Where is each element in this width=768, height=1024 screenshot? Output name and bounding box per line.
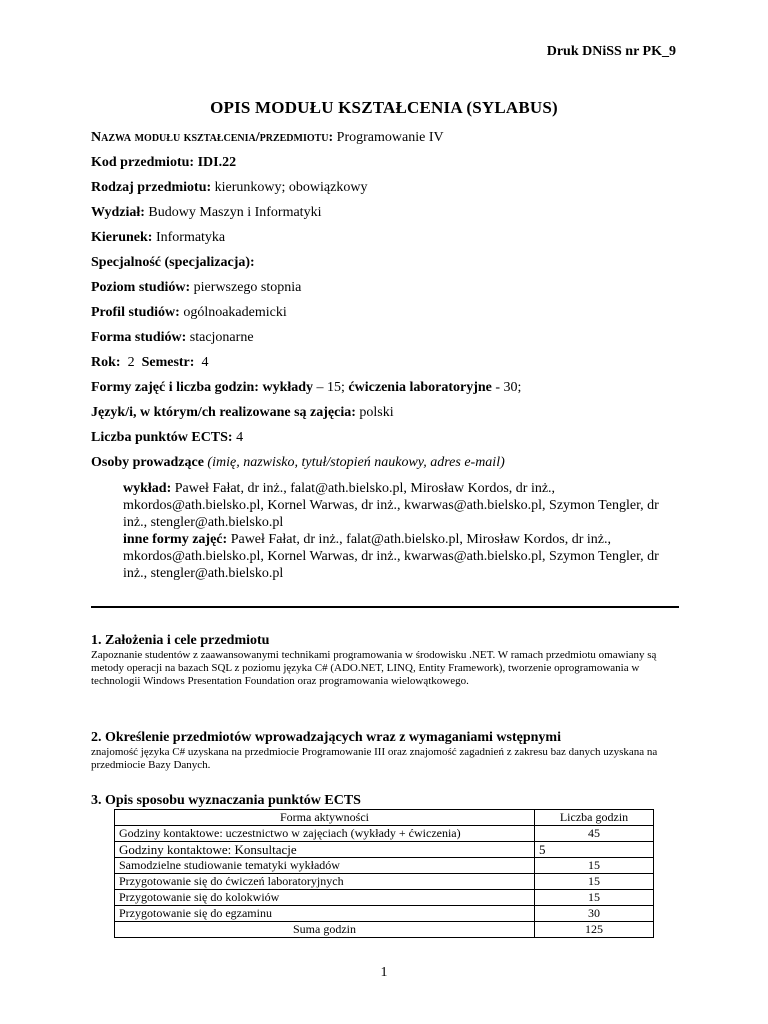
table-row [115, 906, 654, 922]
type-label: Rodzaj przedmiotu: [91, 180, 212, 195]
field-code [91, 153, 691, 178]
ects-hours-cell: 15 [535, 874, 654, 890]
lectures-label: wykłady [262, 380, 314, 395]
module-name-label: Nazwa modułu kształcenia/przedmiotu: [91, 130, 334, 145]
table-row [115, 890, 654, 906]
ects-value: 4 [236, 430, 244, 445]
ects-hours-cell: 30 [535, 906, 654, 922]
course-info-fields [91, 128, 691, 478]
table-row [115, 842, 654, 858]
field-specialty [91, 253, 691, 278]
ects-table [114, 809, 654, 938]
year-value: 2 [127, 355, 135, 370]
ects-hours-cell: 15 [535, 890, 654, 906]
lectures-value: – 15; [316, 380, 345, 395]
section-prerequisites [91, 730, 681, 772]
ects-hours-cell: 45 [535, 826, 654, 842]
field-module-name [91, 128, 691, 153]
field-major [91, 228, 691, 253]
staff-label: Osoby prowadzące [91, 455, 204, 470]
section-ects [91, 793, 681, 809]
module-name-value: Programowanie IV [336, 130, 444, 145]
field-staff [91, 453, 691, 478]
classes-label: Formy zajęć i liczba godzin: [91, 380, 259, 395]
staff-lecture-value: Paweł Fałat, dr inż., falat@ath.bielsko.pl, Mirosław Kordos, dr inż., mkordos@ath.bielsko.pl, Kornel Warwas, dr inż., kwarwas@ath.bielsko.pl, Szymon Tengler, dr inż., stengler@ath.bielsko.pl [123, 481, 659, 530]
staff-other [123, 531, 683, 582]
section-ects-heading: 3. Opis sposobu wyznaczania punktów ECTS [91, 793, 361, 808]
form-label: Forma studiów: [91, 330, 187, 345]
major-label: Kierunek: [91, 230, 153, 245]
specialty-label: Specjalność (specjalizacja): [91, 255, 255, 270]
section-goals-heading: 1. Założenia i cele przedmiotu [91, 633, 270, 648]
staff-lecture-label: wykład: [123, 481, 172, 496]
staff-list [123, 480, 683, 582]
table-row-total [115, 922, 654, 938]
field-classes [91, 378, 691, 403]
labs-label: ćwiczenia laboratoryjne [348, 380, 492, 395]
ects-activity-cell: Przygotowanie się do kolokwiów [115, 890, 535, 906]
field-ects [91, 428, 691, 453]
ects-total-label: Suma godzin [115, 922, 535, 938]
field-year-semester [91, 353, 691, 378]
document-code: Druk DNiSS nr PK_9 [546, 44, 676, 59]
code-label: Kod przedmiotu: [91, 155, 195, 170]
section-prerequisites-body: znajomość języka C# uzyskana na przedmiocie Programowanie III oraz znajomość zagadnień z zakresu baz danych uzyskana na przedmiocie Bazy Danych. [91, 746, 658, 771]
section-goals-body: Zapoznanie studentów z zaawansowanymi technikami programowania w środowisku .NET. W ramach przedmiotu omawiany są metody operacji na bazach SQL z poziomu języka C# (ADO.NET, LINQ, Entity Framework), tworzenie oprogramowania w technologii Windows Presentation Foundation oraz programowania wielowątkowego. [91, 649, 657, 687]
semester-value: 4 [201, 355, 209, 370]
ects-header-activity: Forma aktywności [115, 810, 535, 826]
staff-lecture [123, 480, 683, 531]
type-value: kierunkowy; obowiązkowy [214, 180, 368, 195]
staff-other-value: Paweł Fałat, dr inż., falat@ath.bielsko.pl, Mirosław Kordos, dr inż., mkordos@ath.bielsko.pl, Kornel Warwas, dr inż., kwarwas@ath.bielsko.pl, Szymon Tengler, dr inż., stengler@ath.bielsko.pl [123, 532, 659, 581]
faculty-label: Wydział: [91, 205, 145, 220]
section-goals [91, 633, 681, 688]
staff-hint: (imię, nazwisko, tytuł/stopień naukowy, adres e-mail) [207, 455, 505, 470]
ects-table-header [115, 810, 654, 826]
ects-activity-cell: Godziny kontaktowe: uczestnictwo w zajęciach (wykłady + ćwiczenia) [115, 826, 535, 842]
field-type [91, 178, 691, 203]
section-divider [91, 606, 679, 608]
section-prerequisites-heading: 2. Określenie przedmiotów wprowadzających wraz z wymaganiami wstępnymi [91, 730, 561, 745]
page-number: 1 [380, 965, 388, 980]
table-row [115, 874, 654, 890]
field-form [91, 328, 691, 353]
ects-label: Liczba punktów ECTS: [91, 430, 233, 445]
ects-hours-cell: 5 [535, 842, 654, 858]
year-label: Rok: [91, 355, 121, 370]
semester-label: Semestr: [141, 355, 195, 370]
faculty-value: Budowy Maszyn i Informatyki [148, 205, 322, 220]
profile-value: ogólnoakademicki [183, 305, 287, 320]
level-label: Poziom studiów: [91, 280, 191, 295]
staff-other-label: inne formy zajęć: [123, 532, 228, 547]
field-language [91, 403, 691, 428]
language-value: polski [359, 405, 394, 420]
ects-total-value: 125 [535, 922, 654, 938]
ects-header-hours: Liczba godzin [535, 810, 654, 826]
ects-activity-cell: Godziny kontaktowe: Konsultacje [115, 842, 535, 858]
ects-hours-cell: 15 [535, 858, 654, 874]
language-label: Język/i, w którym/ch realizowane są zajęcia: [91, 405, 356, 420]
level-value: pierwszego stopnia [193, 280, 302, 295]
labs-value: - 30; [495, 380, 522, 395]
ects-activity-cell: Przygotowanie się do egzaminu [115, 906, 535, 922]
code-value: IDI.22 [197, 155, 237, 170]
profile-label: Profil studiów: [91, 305, 180, 320]
field-level [91, 278, 691, 303]
ects-activity-cell: Przygotowanie się do ćwiczeń laboratoryjnych [115, 874, 535, 890]
field-faculty [91, 203, 691, 228]
ects-activity-cell: Samodzielne studiowanie tematyki wykładów [115, 858, 535, 874]
major-value: Informatyka [155, 230, 226, 245]
document-title: OPIS MODUŁU KSZTAŁCENIA (SYLABUS) [210, 98, 558, 117]
table-row [115, 826, 654, 842]
form-value: stacjonarne [189, 330, 254, 345]
table-row [115, 858, 654, 874]
field-profile [91, 303, 691, 328]
